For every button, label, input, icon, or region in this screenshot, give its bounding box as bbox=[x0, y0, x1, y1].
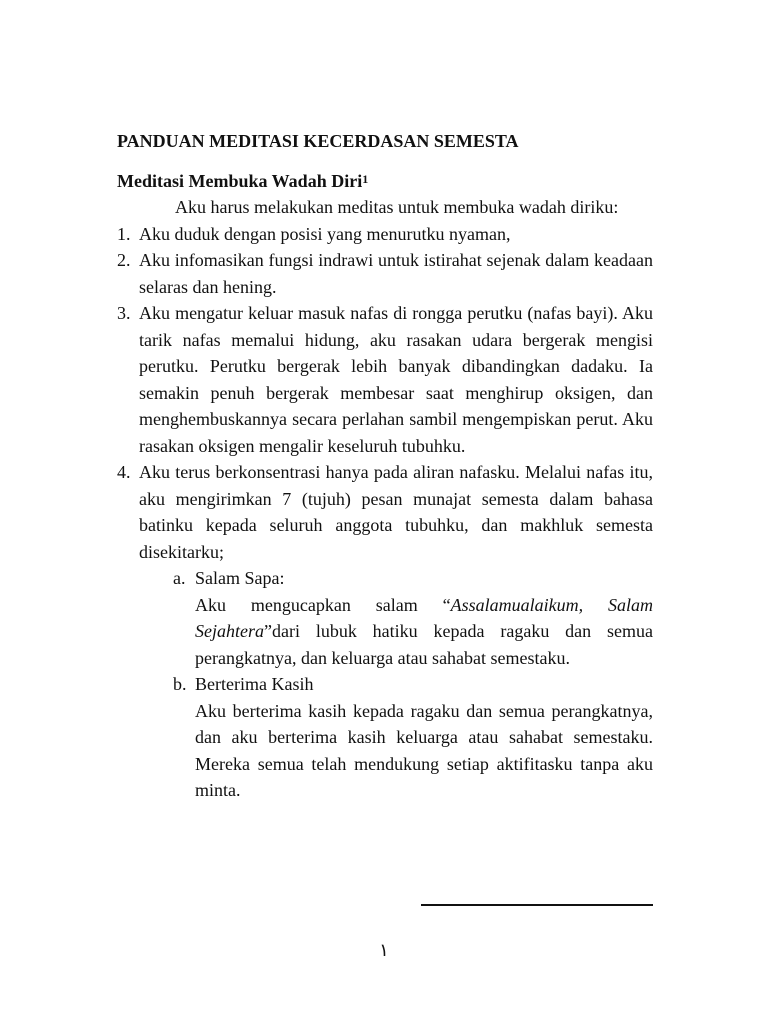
sub-list-letter: a. bbox=[173, 568, 186, 588]
sub-list-item bbox=[173, 671, 653, 804]
sub-list-body: Aku berterima kasih kepada ragaku dan semua perangkatnya, dan aku berterima kasih keluarga atau sahabat semestaku. Mereka semua telah mendukung setiap aktifitasku tanpa aku minta. bbox=[195, 700, 653, 800]
sub-list-letter: b. bbox=[173, 674, 187, 694]
sub-body-text-after: ”dari lubuk hatiku kepada ragaku dan semua perangkatnya, dan keluarga atau sahabat semestaku. bbox=[195, 621, 653, 668]
sub-list-heading: Berterima Kasih bbox=[195, 674, 314, 694]
substeps-list bbox=[139, 565, 653, 804]
list-item bbox=[117, 247, 653, 300]
document-title: PANDUAN MEDITASI KECERDASAN SEMESTA bbox=[117, 131, 519, 151]
sub-list-body bbox=[195, 592, 653, 672]
sub-list-heading: Salam Sapa: bbox=[195, 568, 285, 588]
list-number: 2. bbox=[117, 250, 131, 270]
intro-paragraph: Aku harus melakukan meditas untuk membuka wadah diriku: bbox=[175, 197, 619, 217]
sub-list-item bbox=[173, 565, 653, 671]
footnote-marker: 1 bbox=[362, 172, 369, 186]
list-item-text: Aku infomasikan fungsi indrawi untuk istirahat sejenak dalam keadaan selaras dan hening. bbox=[139, 250, 653, 297]
list-item bbox=[117, 221, 653, 248]
section-title bbox=[117, 168, 653, 194]
list-item-text: Aku terus berkonsentrasi hanya pada aliran nafasku. Melalui nafas itu, aku mengirimkan 7 (tujuh) pesan munajat semesta dalam bahasa batinku kepada seluruh anggota tubuhku, dan makhluk semesta disekitarku; bbox=[139, 462, 653, 562]
document-page bbox=[117, 128, 653, 804]
footnote-divider bbox=[421, 904, 653, 906]
sub-body-text-before: Aku mengucapkan salam “ bbox=[195, 594, 451, 615]
steps-list bbox=[117, 221, 653, 804]
section-title-text: Meditasi Membuka Wadah Diri bbox=[117, 171, 363, 191]
salam-italic-text: Assalamualaikum, Salam Sejahtera bbox=[195, 594, 653, 641]
page-number: ١ bbox=[379, 940, 389, 960]
list-item-text: Aku mengatur keluar masuk nafas di rongga perutku (nafas bayi). Aku tarik nafas memalui hidung, aku rasakan udara bergerak mengisi perutku. Perutku bergerak lebih banyak dibandingkan dadaku. Ia semakin penuh bergerak membesar saat menghirup oksigen, dan menghembuskannya secara perlahan sambil mengempiskan perut. Aku rasakan oksigen mengalir keseluruh tubuhku. bbox=[139, 303, 653, 456]
list-item bbox=[117, 300, 653, 459]
list-item bbox=[117, 459, 653, 804]
list-number: 3. bbox=[117, 303, 131, 323]
list-number: 1. bbox=[117, 223, 131, 244]
list-item-text: Aku duduk dengan posisi yang menurutku nyaman, bbox=[139, 223, 511, 244]
list-number: 4. bbox=[117, 462, 131, 482]
